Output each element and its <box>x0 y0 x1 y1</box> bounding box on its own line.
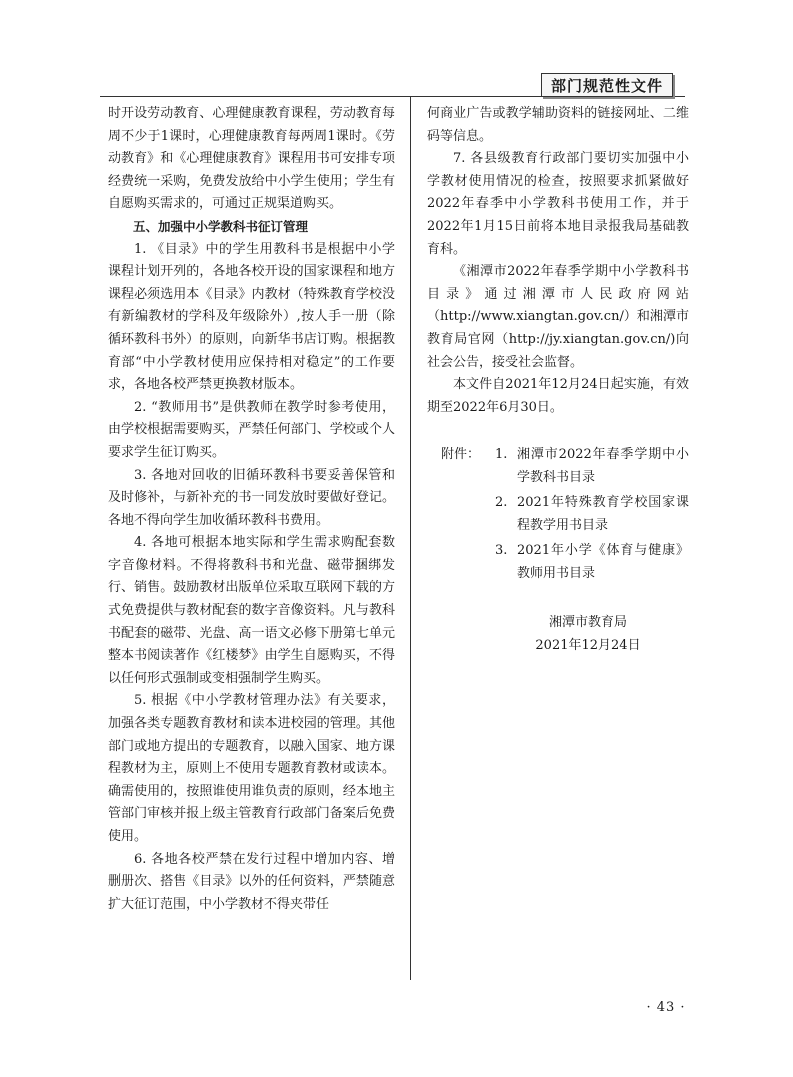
paragraph: 7. 各县级教育行政部门要切实加强中小学教材使用情况的检查，按照要求抓紧做好2022年春季中小学教科书使用工作，并于2022年1月15日前将本地目录报我局基础教育科。 <box>427 151 689 257</box>
attachments <box>427 443 689 587</box>
column-divider <box>410 97 411 980</box>
paragraph-continued: 时开设劳动教育、心理健康教育课程，劳动教育每周不少于1课时，心理健康教育每两周1课时。《劳动教育》和《心理健康教育》课程用书可安排专项经费统一采购，免费发放给中小学生使用；学生有自愿购买需求的，可通过正规渠道购买。 <box>108 106 395 212</box>
paragraph: 5. 根据《中小学教材管理办法》有关要求，加强各类专题教育教材和读本进校园的管理。其他部门或地方提出的专题教育，以融入国家、地方课程教材为主，原则上不使用专题教育教材或读本。确需使用的，按照谁使用谁负责的原则，经本地主管部门审核并报上级主管教育行政部门备案后免费使用。 <box>108 693 395 844</box>
page-number: · 43 · <box>646 1000 686 1015</box>
paragraph: 6. 各地各校严禁在发行过程中增加内容、增删册次、搭售《目录》以外的任何资料，严禁随意扩大征订范围，中小学教材不得夹带任 <box>108 851 395 912</box>
attachment-title: 湘潭市2022年春季学期中小学教科书目录 <box>517 447 689 486</box>
paragraph: 4. 各地可根据本地实际和学生需求购配套数字音像材料。不得将教科书和光盘、磁带捆绑发行、销售。鼓励教材出版单位采取互联网下载的方式免费提供与教材配套的数字音像资料。凡与教科书配套的磁带、光盘、高一语文必修下册第七单元整本书阅读著作《红楼梦》由学生自愿购买，不得以任何形式强制或变相强制学生购买。 <box>108 535 395 686</box>
attachment-item <box>495 539 689 585</box>
attachments-label: 附件： <box>441 447 481 463</box>
paragraph: 1. 《目录》中的学生用教科书是根据中小学课程计划开列的，各地各校开设的国家课程和地方课程必须选用本《目录》内教材（特殊教育学校没有新编教材的学科及年级除外）,按人手一册（除循环教科书外）的原则，向新华书店订购。根据教育部“中小学教材使用应保持相对稳定”的工作要求，各地各校严禁更换教材版本。 <box>108 241 395 393</box>
signature-block <box>427 611 689 657</box>
attachment-number: 1. <box>495 447 508 463</box>
attachment-title: 2021年小学《体育与健康》教师用书目录 <box>517 543 689 582</box>
attachment-title: 2021年特殊教育学校国家课程教学用书目录 <box>517 495 689 534</box>
attachments-list <box>495 443 689 587</box>
attachment-item <box>495 491 689 537</box>
left-column <box>108 103 395 916</box>
issuing-organization: 湘潭市教育局 <box>548 615 627 631</box>
paragraph: 《湘潭市2022年春季学期中小学教科书目录》通过湘潭市人民政府网站（http://www.xiangtan.gov.cn/）和湘潭市教育局官网（http://jy.xiangtan.gov.cn/)向社会公告，接受社会监督。 <box>427 264 689 370</box>
section-tag: 部门规范性文件 <box>541 73 673 97</box>
paragraph: 2. “教师用书”是供教师在教学时参考使用，由学校根据需要购买，严禁任何部门、学校或个人要求学生征订购买。 <box>108 399 395 460</box>
attachment-number: 2. <box>495 495 508 511</box>
attachment-item <box>495 443 689 489</box>
paragraph-continued: 何商业广告或教学辅助资料的链接网址、二维码等信息。 <box>427 106 689 144</box>
paragraph: 本文件自2021年12月24日起实施，有效期至2022年6月30日。 <box>427 377 689 415</box>
issue-date: 2021年12月24日 <box>535 638 641 654</box>
right-column <box>427 103 689 657</box>
paragraph: 3. 各地对回收的旧循环教科书要妥善保管和及时修补，与新补充的书一同发放时要做好登记。各地不得向学生加收循环教科书费用。 <box>108 467 395 528</box>
attachment-number: 3. <box>495 543 508 559</box>
section-heading: 五、加强中小学教科书征订管理 <box>133 218 309 234</box>
